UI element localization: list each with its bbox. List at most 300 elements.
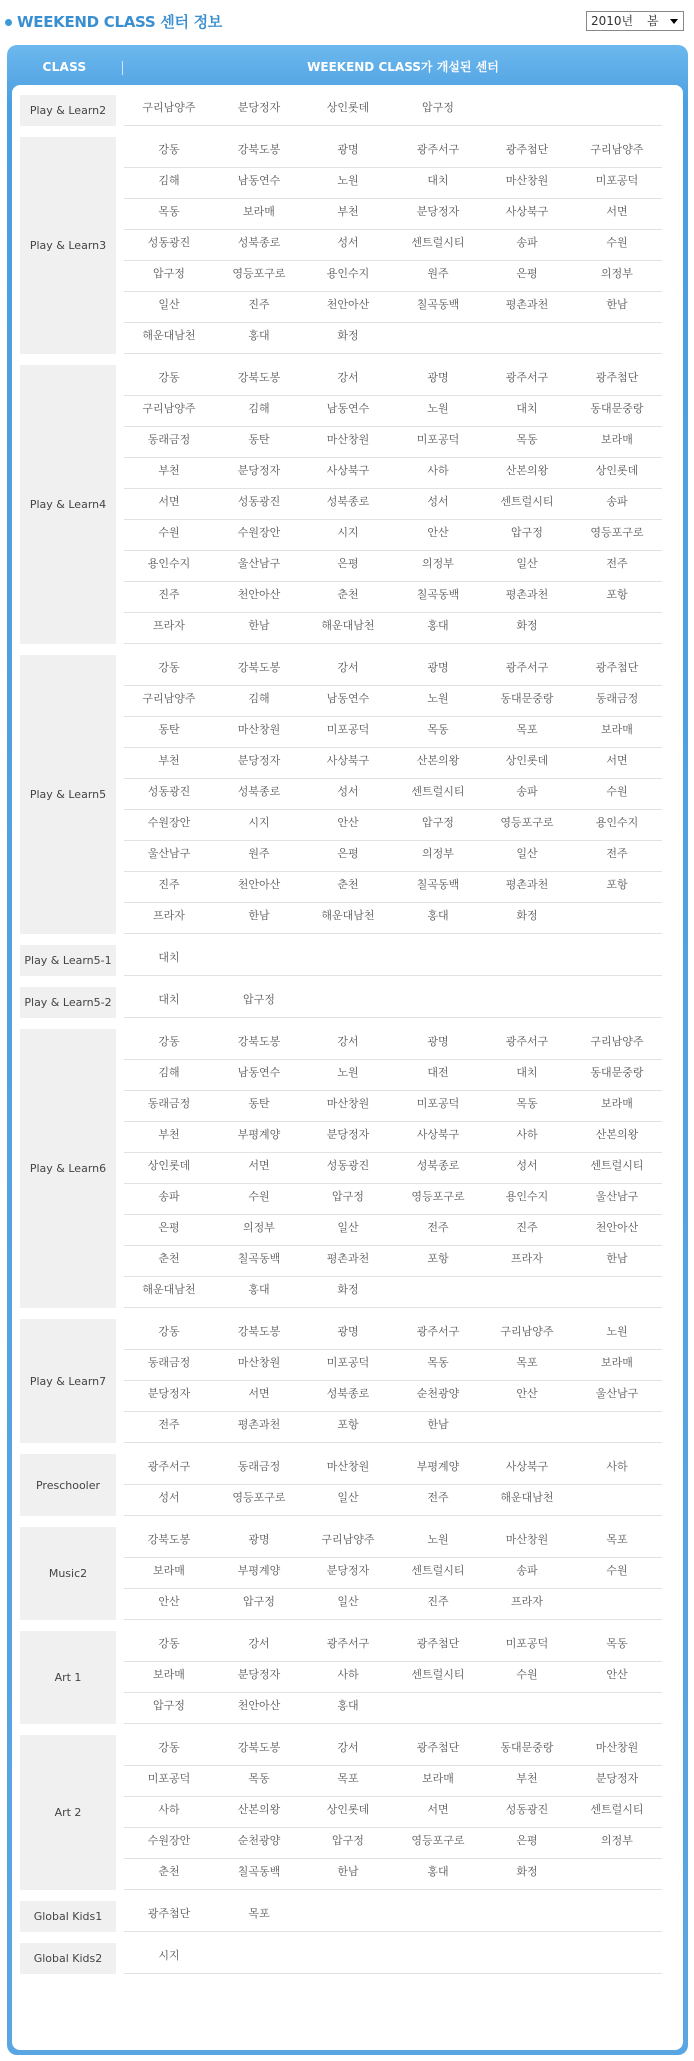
center-name: 수원장안 — [147, 1834, 191, 1847]
center-name: 서면 — [427, 1803, 449, 1816]
center-name: 한남 — [337, 1865, 359, 1878]
center-name: 영등포구로 — [411, 1834, 465, 1847]
center-name: 용인수지 — [595, 816, 639, 829]
center-line — [124, 613, 662, 644]
center-name: 사상북구 — [326, 464, 370, 477]
center-name: 천안아산 — [237, 1699, 281, 1712]
center-name: 원주 — [427, 267, 449, 280]
center-name: 홍대 — [427, 619, 449, 632]
center-list — [124, 1631, 662, 1724]
center-name: 남동연수 — [237, 174, 281, 187]
center-name: 목포 — [248, 1907, 270, 1920]
center-name: 울산남구 — [147, 847, 191, 860]
center-name: 사하 — [158, 1803, 180, 1816]
center-name: 김해 — [158, 174, 180, 187]
center-line — [124, 655, 662, 686]
center-name: 동대문중랑 — [500, 1741, 554, 1754]
center-name: 홍대 — [248, 329, 270, 342]
center-name: 압구정 — [422, 101, 454, 114]
center-line — [124, 199, 662, 230]
center-line — [124, 1454, 662, 1485]
center-name: 마산창원 — [237, 1356, 281, 1369]
center-name: 부천 — [158, 1128, 180, 1141]
center-name: 센트럴시티 — [590, 1803, 644, 1816]
center-name: 상인롯데 — [326, 1803, 370, 1816]
center-name: 구리남양주 — [142, 402, 196, 415]
center-name: 영등포구로 — [411, 1190, 465, 1203]
center-name: 시지 — [337, 526, 359, 539]
center-name: 수원 — [606, 236, 628, 249]
season-year-value: 2010년 — [591, 14, 634, 28]
center-name: 은평 — [337, 557, 359, 570]
center-name: 부천 — [337, 205, 359, 218]
center-name: 안산 — [158, 1595, 180, 1608]
class-row — [20, 1735, 666, 1901]
center-name: 성서 — [427, 495, 449, 508]
center-name: 강서 — [337, 371, 359, 384]
center-name: 사하 — [516, 1128, 538, 1141]
center-name: 동대문중랑 — [500, 692, 554, 705]
center-line — [124, 1527, 662, 1558]
center-list — [124, 1029, 662, 1308]
center-name: 강서 — [248, 1637, 270, 1650]
center-line — [124, 748, 662, 779]
center-name: 화정 — [516, 909, 538, 922]
center-name: 목동 — [516, 1097, 538, 1110]
center-name: 일산 — [516, 847, 538, 860]
center-name: 김해 — [158, 1066, 180, 1079]
center-name: 순천광양 — [416, 1387, 460, 1400]
center-name: 목포 — [516, 1356, 538, 1369]
center-name: 동래금정 — [237, 1460, 281, 1473]
center-name: 광주서구 — [326, 1637, 370, 1650]
center-name: 한남 — [248, 619, 270, 632]
center-name: 목포 — [337, 1772, 359, 1785]
center-name: 영등포구로 — [590, 526, 644, 539]
class-row — [20, 1943, 666, 1985]
center-name: 전주 — [606, 847, 628, 860]
center-name: 광명 — [427, 1035, 449, 1048]
center-name: 마산창원 — [326, 1097, 370, 1110]
center-name: 미포공덕 — [326, 723, 370, 736]
center-name: 광주서구 — [416, 1325, 460, 1338]
center-line — [124, 841, 662, 872]
center-name: 성서 — [337, 236, 359, 249]
center-list — [124, 1735, 662, 1890]
center-name: 은평 — [158, 1221, 180, 1234]
center-name: 춘천 — [337, 588, 359, 601]
center-name: 성북종로 — [237, 785, 281, 798]
center-name: 평촌과천 — [505, 298, 549, 311]
center-name: 광주서구 — [505, 1035, 549, 1048]
center-name: 안산 — [606, 1668, 628, 1681]
center-name: 강북도봉 — [237, 1741, 281, 1754]
center-name: 송파 — [158, 1190, 180, 1203]
center-name: 강북도봉 — [147, 1533, 191, 1546]
season-term-value: 봄 — [647, 14, 659, 28]
center-name: 구리남양주 — [142, 692, 196, 705]
center-name: 은평 — [516, 1834, 538, 1847]
center-name: 홍대 — [248, 1283, 270, 1296]
center-name: 보라매 — [153, 1564, 185, 1577]
class-name: Art 2 — [20, 1735, 116, 1890]
center-line — [124, 872, 662, 903]
center-name: 칠곡동백 — [416, 588, 460, 601]
center-name: 용인수지 — [147, 557, 191, 570]
center-name: 노원 — [606, 1325, 628, 1338]
center-name: 평촌과천 — [326, 1252, 370, 1265]
center-name: 미포공덕 — [147, 1772, 191, 1785]
center-name: 노원 — [337, 174, 359, 187]
center-name: 성동광진 — [505, 1803, 549, 1816]
center-name: 전주 — [158, 1418, 180, 1431]
center-line — [124, 1029, 662, 1060]
class-row — [20, 1527, 666, 1631]
center-list — [124, 1901, 662, 1932]
center-line — [124, 1693, 662, 1724]
center-name: 압구정 — [332, 1834, 364, 1847]
center-name: 광주첨단 — [505, 143, 549, 156]
center-name: 광주첨단 — [595, 371, 639, 384]
center-name: 사상북구 — [505, 1460, 549, 1473]
center-name: 해운대남천 — [142, 1283, 196, 1296]
center-name: 센트럴시티 — [411, 1564, 465, 1577]
center-line — [124, 1246, 662, 1277]
center-name: 전주 — [427, 1491, 449, 1504]
center-line — [124, 551, 662, 582]
center-name: 광주서구 — [147, 1460, 191, 1473]
center-name: 홍대 — [427, 1865, 449, 1878]
center-name: 해운대남천 — [500, 1491, 554, 1504]
center-name: 영등포구로 — [500, 816, 554, 829]
center-line — [124, 582, 662, 613]
center-name: 구리남양주 — [142, 101, 196, 114]
center-name: 압구정 — [153, 1699, 185, 1712]
center-name: 성북종로 — [326, 1387, 370, 1400]
center-name: 프라자 — [511, 1595, 543, 1608]
center-name: 강서 — [337, 1035, 359, 1048]
class-name: Play & Learn5-1 — [20, 945, 116, 976]
center-name: 분당정자 — [595, 1772, 639, 1785]
weekend-class-table — [7, 45, 688, 2055]
center-name: 마산창원 — [505, 1533, 549, 1546]
center-name: 포항 — [427, 1252, 449, 1265]
center-name: 부평계양 — [237, 1128, 281, 1141]
center-line — [124, 1797, 662, 1828]
center-name: 상인롯데 — [505, 754, 549, 767]
class-name: Play & Learn5 — [20, 655, 116, 934]
center-name: 시지 — [158, 1949, 180, 1962]
center-line — [124, 1485, 662, 1516]
center-name: 평촌과천 — [505, 878, 549, 891]
center-name: 부평계양 — [237, 1564, 281, 1577]
title-bullet-icon — [5, 19, 12, 26]
center-name: 서면 — [158, 495, 180, 508]
center-name: 화정 — [516, 619, 538, 632]
center-name: 마산창원 — [237, 723, 281, 736]
center-name: 목동 — [427, 1356, 449, 1369]
center-name: 부천 — [158, 754, 180, 767]
center-name: 미포공덕 — [595, 174, 639, 187]
center-name: 분당정자 — [237, 101, 281, 114]
column-header-centers: WEEKEND CLASS가 개설된 센터 — [307, 60, 499, 74]
center-name: 미포공덕 — [505, 1637, 549, 1650]
center-name: 동대문중랑 — [590, 402, 644, 415]
center-line — [124, 1828, 662, 1859]
center-name: 광명 — [427, 371, 449, 384]
center-line — [124, 1766, 662, 1797]
center-name: 노원 — [427, 402, 449, 415]
center-line — [124, 1091, 662, 1122]
center-name: 칠곡동백 — [237, 1865, 281, 1878]
center-name: 춘천 — [158, 1865, 180, 1878]
center-line — [124, 1631, 662, 1662]
center-name: 춘천 — [337, 878, 359, 891]
center-name: 강동 — [158, 1637, 180, 1650]
center-name: 마산창원 — [326, 1460, 370, 1473]
center-name: 송파 — [516, 785, 538, 798]
center-name: 대전 — [427, 1066, 449, 1079]
center-name: 진주 — [158, 588, 180, 601]
center-name: 동래금정 — [147, 433, 191, 446]
center-name: 압구정 — [332, 1190, 364, 1203]
center-name: 평촌과천 — [505, 588, 549, 601]
center-name: 진주 — [516, 1221, 538, 1234]
center-name: 수원 — [606, 785, 628, 798]
center-name: 성서 — [516, 1159, 538, 1172]
center-name: 송파 — [516, 236, 538, 249]
center-list — [124, 1527, 662, 1620]
center-name: 분당정자 — [237, 754, 281, 767]
center-name: 진주 — [427, 1595, 449, 1608]
center-name: 의정부 — [601, 1834, 633, 1847]
center-name: 보라매 — [601, 1097, 633, 1110]
center-name: 동래금정 — [147, 1356, 191, 1369]
center-name: 천안아산 — [595, 1221, 639, 1234]
center-name: 상인롯데 — [595, 464, 639, 477]
center-line — [124, 1215, 662, 1246]
center-name: 용인수지 — [326, 267, 370, 280]
center-name: 프라자 — [153, 619, 185, 632]
center-name: 사하 — [427, 464, 449, 477]
center-name: 분당정자 — [237, 464, 281, 477]
center-name: 마산창원 — [595, 1741, 639, 1754]
center-name: 산본의왕 — [237, 1803, 281, 1816]
center-name: 분당정자 — [326, 1564, 370, 1577]
center-name: 해운대남천 — [321, 619, 375, 632]
class-row — [20, 655, 666, 945]
center-line — [124, 323, 662, 354]
center-name: 강동 — [158, 661, 180, 674]
center-line — [124, 945, 662, 976]
center-name: 미포공덕 — [416, 433, 460, 446]
center-name: 구리남양주 — [321, 1533, 375, 1546]
center-name: 일산 — [337, 1221, 359, 1234]
center-line — [124, 1122, 662, 1153]
center-name: 목포 — [606, 1533, 628, 1546]
center-name: 서면 — [248, 1159, 270, 1172]
class-row — [20, 1901, 666, 1943]
center-name: 영등포구로 — [232, 267, 286, 280]
center-list — [124, 945, 662, 976]
center-line — [124, 489, 662, 520]
class-row — [20, 945, 666, 987]
center-name: 의정부 — [422, 847, 454, 860]
center-name: 광주첨단 — [416, 1741, 460, 1754]
center-name: 산본의왕 — [595, 1128, 639, 1141]
center-name: 시지 — [248, 816, 270, 829]
center-name: 천안아산 — [237, 588, 281, 601]
center-line — [124, 1589, 662, 1620]
center-line — [124, 1901, 662, 1932]
class-row — [20, 1631, 666, 1735]
center-line — [124, 1943, 662, 1974]
center-name: 압구정 — [153, 267, 185, 280]
center-line — [124, 396, 662, 427]
center-name: 서면 — [606, 205, 628, 218]
center-list — [124, 365, 662, 644]
center-list — [124, 987, 662, 1018]
center-name: 남동연수 — [326, 402, 370, 415]
center-name: 용인수지 — [505, 1190, 549, 1203]
center-name: 미포공덕 — [326, 1356, 370, 1369]
center-name: 사하 — [337, 1668, 359, 1681]
center-line — [124, 292, 662, 323]
center-name: 평촌과천 — [237, 1418, 281, 1431]
center-name: 보라매 — [601, 1356, 633, 1369]
center-list — [124, 1943, 662, 1974]
center-name: 전주 — [427, 1221, 449, 1234]
center-line — [124, 137, 662, 168]
center-name: 서면 — [606, 754, 628, 767]
center-line — [124, 1277, 662, 1308]
center-name: 한남 — [248, 909, 270, 922]
center-name: 강북도봉 — [237, 1035, 281, 1048]
class-name: Global Kids1 — [20, 1901, 116, 1932]
class-row — [20, 1319, 666, 1454]
center-name: 압구정 — [422, 816, 454, 829]
center-name: 보라매 — [601, 723, 633, 736]
center-name: 김해 — [248, 692, 270, 705]
center-name: 동대문중랑 — [590, 1066, 644, 1079]
center-line — [124, 230, 662, 261]
center-name: 강서 — [337, 1741, 359, 1754]
center-name: 상인롯데 — [326, 101, 370, 114]
class-name: Play & Learn4 — [20, 365, 116, 644]
center-name: 칠곡동백 — [237, 1252, 281, 1265]
center-line — [124, 1350, 662, 1381]
center-name: 성동광진 — [326, 1159, 370, 1172]
center-list — [124, 655, 662, 934]
center-name: 광주첨단 — [595, 661, 639, 674]
center-name: 의정부 — [243, 1221, 275, 1234]
center-name: 천안아산 — [237, 878, 281, 891]
center-name: 순천광양 — [237, 1834, 281, 1847]
center-name: 일산 — [158, 298, 180, 311]
center-name: 진주 — [248, 298, 270, 311]
season-select[interactable] — [586, 11, 684, 31]
center-name: 일산 — [337, 1595, 359, 1608]
center-line — [124, 779, 662, 810]
center-name: 한남 — [606, 1252, 628, 1265]
center-name: 강북도봉 — [237, 143, 281, 156]
center-name: 울산남구 — [595, 1387, 639, 1400]
center-name: 구리남양주 — [500, 1325, 554, 1338]
center-name: 부평계양 — [416, 1460, 460, 1473]
center-name: 프라자 — [153, 909, 185, 922]
class-name: Preschooler — [20, 1454, 116, 1516]
center-line — [124, 458, 662, 489]
center-name: 송파 — [606, 495, 628, 508]
class-name: Play & Learn6 — [20, 1029, 116, 1308]
center-name: 광명 — [427, 661, 449, 674]
center-line — [124, 1859, 662, 1890]
class-name: Play & Learn7 — [20, 1319, 116, 1443]
center-line — [124, 1381, 662, 1412]
center-name: 광명 — [337, 1325, 359, 1338]
center-name: 천안아산 — [326, 298, 370, 311]
center-name: 화정 — [516, 1865, 538, 1878]
center-line — [124, 520, 662, 551]
center-list — [124, 1454, 662, 1516]
center-name: 광주서구 — [505, 371, 549, 384]
center-name: 강서 — [337, 661, 359, 674]
center-name: 분당정자 — [147, 1387, 191, 1400]
center-name: 목동 — [248, 1772, 270, 1785]
class-row — [20, 1029, 666, 1319]
center-name: 일산 — [337, 1491, 359, 1504]
center-name: 압구정 — [243, 993, 275, 1006]
center-name: 울산남구 — [595, 1190, 639, 1203]
center-name: 의정부 — [422, 557, 454, 570]
center-name: 김해 — [248, 402, 270, 415]
center-name: 안산 — [337, 816, 359, 829]
center-line — [124, 1735, 662, 1766]
center-name: 노원 — [337, 1066, 359, 1079]
center-name: 센트럴시티 — [500, 495, 554, 508]
center-name: 수원 — [248, 1190, 270, 1203]
center-name: 목동 — [516, 433, 538, 446]
center-name: 수원 — [158, 526, 180, 539]
center-name: 보라매 — [243, 205, 275, 218]
center-name: 포항 — [606, 878, 628, 891]
center-line — [124, 1558, 662, 1589]
center-name: 서면 — [248, 1387, 270, 1400]
center-name: 강동 — [158, 1035, 180, 1048]
center-list — [124, 137, 662, 354]
class-name: Play & Learn3 — [20, 137, 116, 354]
center-name: 대치 — [158, 993, 180, 1006]
center-line — [124, 365, 662, 396]
center-name: 성북종로 — [326, 495, 370, 508]
page-header — [0, 0, 694, 44]
center-name: 보라매 — [601, 433, 633, 446]
class-row — [20, 1454, 666, 1527]
center-line — [124, 1319, 662, 1350]
center-name: 화정 — [337, 329, 359, 342]
table-header — [12, 50, 683, 85]
center-name: 해운대남천 — [142, 329, 196, 342]
chevron-down-icon — [670, 19, 678, 24]
center-name: 목동 — [158, 205, 180, 218]
center-name: 홍대 — [337, 1699, 359, 1712]
center-name: 목동 — [427, 723, 449, 736]
center-name: 일산 — [516, 557, 538, 570]
center-name: 성동광진 — [147, 236, 191, 249]
center-name: 성동광진 — [147, 785, 191, 798]
center-name: 대치 — [516, 402, 538, 415]
center-name: 노원 — [427, 692, 449, 705]
